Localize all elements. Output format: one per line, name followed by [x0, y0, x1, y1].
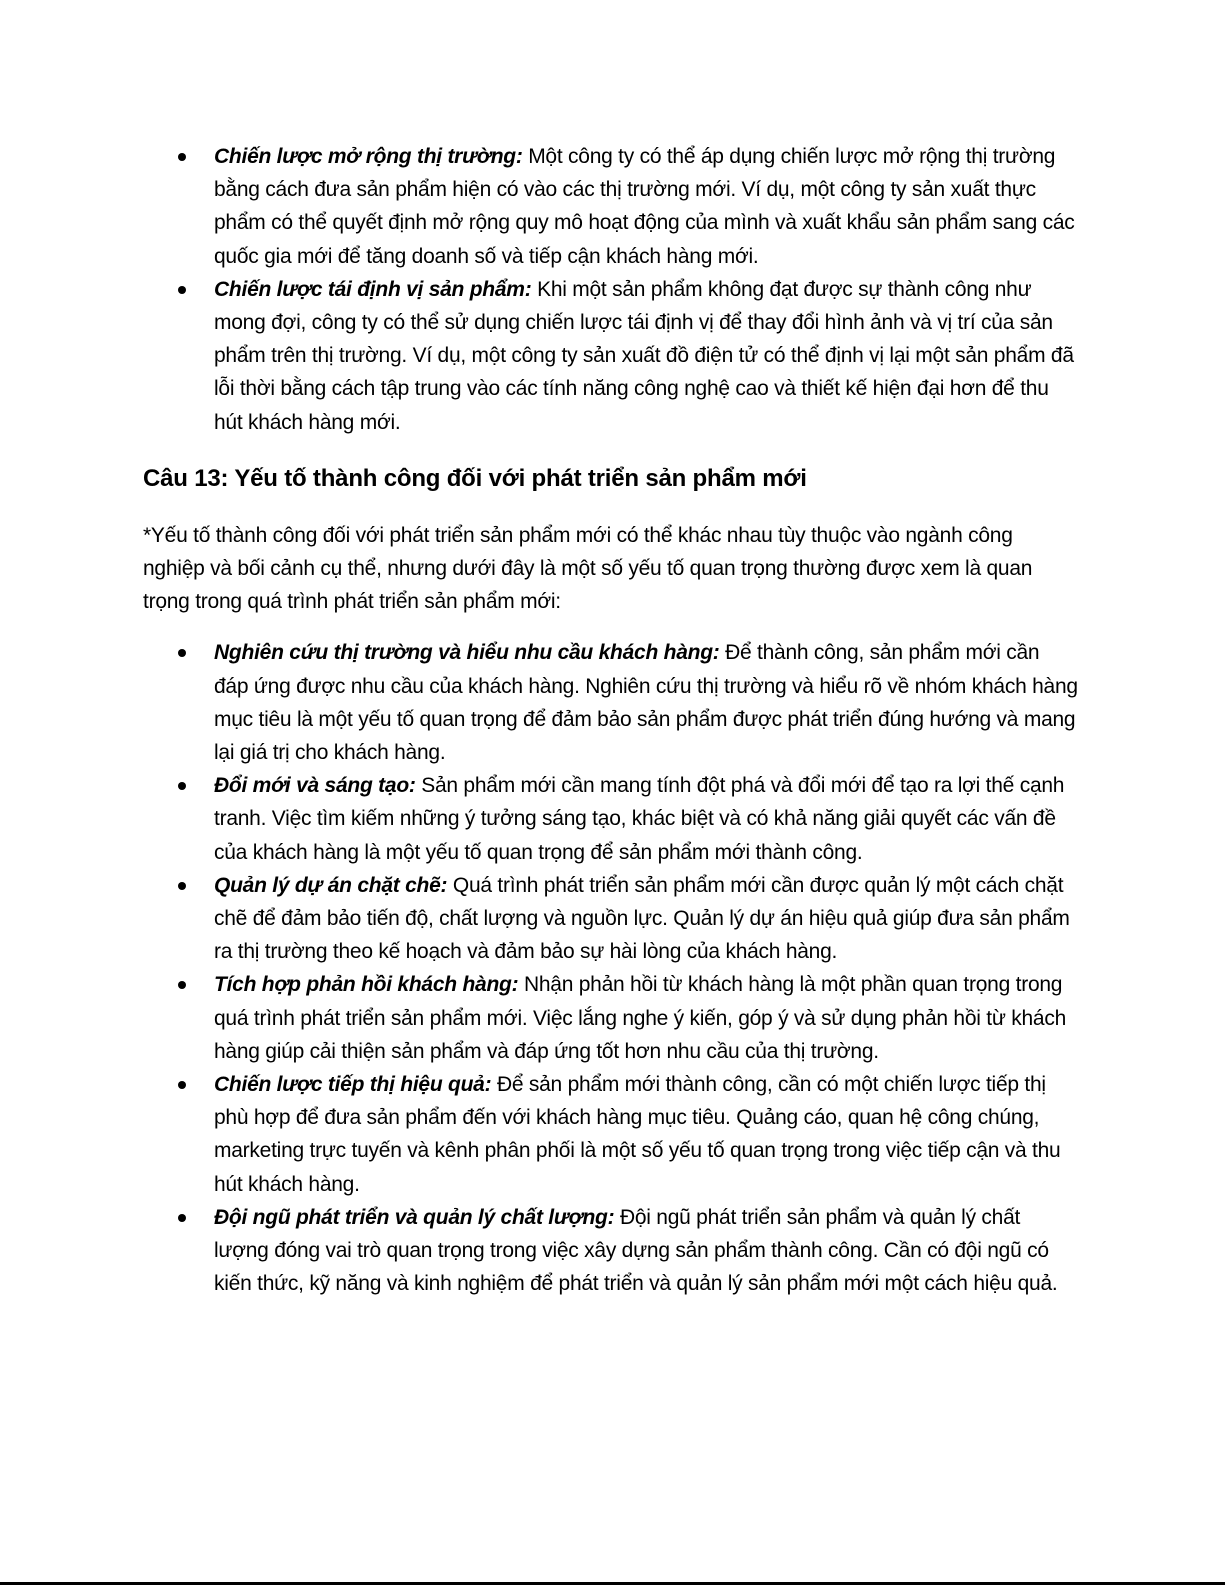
bullet-icon	[178, 882, 186, 890]
item-term: Nghiên cứu thị trường và hiểu nhu cầu khách hàng:	[214, 641, 720, 665]
item-term: Quản lý dự án chặt chẽ:	[214, 873, 448, 897]
item-text: Để sản phẩm mới thành công, cần có một chiến lược tiếp thị phù hợp để đưa sản phẩm đến với khách hàng mục tiêu. Quảng cáo, quan hệ công chúng, marketing trực tuyến và kênh phân phối là một số yếu tố quan trọng trong việc tiếp cận và thu hút khách hàng.	[214, 1073, 1061, 1196]
bullet-icon	[178, 649, 186, 657]
bullet-icon	[178, 286, 186, 294]
bullet-icon	[178, 1214, 186, 1222]
list-item	[143, 636, 1078, 769]
item-text: Khi một sản phẩm không đạt được sự thành công như mong đợi, công ty có thể sử dụng chiến lược tái định vị để thay đổi hình ảnh và vị trí của sản phẩm trên thị trường. Ví dụ, một công ty sản xuất đồ điện tử có thể định vị lại một sản phẩm đã lỗi thời bằng cách tập trung vào các tính năng công nghệ cao và thiết kế hiện đại hơn để thu hút khách hàng mới.	[214, 277, 1074, 434]
intro-paragraph: *Yếu tố thành công đối với phát triển sản phẩm mới có thể khác nhau tùy thuộc vào ngành công nghiệp và bối cảnh cụ thể, nhưng dưới đây là một số yếu tố quan trọng thường được xem là quan trọng trong quá trình phát triển sản phẩm mới:	[143, 523, 1033, 614]
success-factors-list	[143, 636, 1078, 1300]
item-term: Chiến lược tiếp thị hiệu quả:	[214, 1073, 492, 1097]
bullet-icon	[178, 1081, 186, 1089]
list-item	[143, 273, 1078, 439]
list-item	[143, 1068, 1078, 1201]
item-text: Nhận phản hồi từ khách hàng là một phần quan trọng trong quá trình phát triển sản phẩm mới. Việc lắng nghe ý kiến, góp ý và sử dụng phản hồi từ khách hàng giúp cải thiện sản phẩm và đáp ứng tốt hơn nhu cầu của thị trường.	[214, 973, 1067, 1063]
item-term: Chiến lược mở rộng thị trường:	[214, 145, 523, 168]
item-text: Để thành công, sản phẩm mới cần đáp ứng được nhu cầu của khách hàng. Nghiên cứu thị trường và hiểu rõ về nhóm khách hàng mục tiêu là một yếu tố quan trọng để đảm bảo sản phẩm được phát triển đúng hướng và mang lại giá trị cho khách hàng.	[214, 641, 1078, 765]
list-item	[143, 869, 1078, 969]
bullet-icon	[178, 782, 186, 790]
item-term: Chiến lược tái định vị sản phẩm:	[214, 277, 532, 301]
strategy-bullet-list	[143, 140, 1078, 439]
item-text: Quá trình phát triển sản phẩm mới cần được quản lý một cách chặt chẽ để đảm bảo tiến độ, chất lượng và nguồn lực. Quản lý dự án hiệu quả giúp đưa sản phẩm ra thị trường theo kế hoạch và đảm bảo sự hài lòng của khách hàng.	[214, 873, 1070, 964]
item-text: Một công ty có thể áp dụng chiến lược mở rộng thị trường bằng cách đưa sản phẩm hiện có vào các thị trường mới. Ví dụ, một công ty sản xuất thực phẩm có thể quyết định mở rộng quy mô hoạt động của mình và xuất khẩu sản phẩm sang các quốc gia mới để tăng doanh số và tiếp cận khách hàng mới.	[214, 145, 1075, 268]
item-text: Sản phẩm mới cần mang tính đột phá và đổi mới để tạo ra lợi thế cạnh tranh. Việc tìm kiếm những ý tưởng sáng tạo, khác biệt và có khả năng giải quyết các vấn đề của khách hàng là một yếu tố quan trọng để sản phẩm mới thành công.	[214, 774, 1065, 864]
list-item	[143, 140, 1078, 273]
bullet-icon	[178, 153, 186, 161]
list-item	[143, 769, 1078, 869]
item-term: Đổi mới và sáng tạo:	[214, 774, 416, 798]
list-item	[143, 968, 1078, 1068]
item-text: Đội ngũ phát triển sản phẩm và quản lý chất lượng đóng vai trò quan trọng trong việc xây dựng sản phẩm thành công. Cần có đội ngũ có kiến thức, kỹ năng và kinh nghiệm để phát triển và quản lý sản phẩm mới một cách hiệu quả.	[214, 1205, 1058, 1296]
item-term: Đội ngũ phát triển và quản lý chất lượng:	[214, 1205, 615, 1229]
bullet-icon	[178, 981, 186, 989]
list-item	[143, 1201, 1078, 1301]
section-heading: Câu 13: Yếu tố thành công đối với phát triển sản phẩm mới	[143, 464, 807, 492]
item-term: Tích hợp phản hồi khách hàng:	[214, 973, 519, 997]
page-content	[143, 140, 1078, 1301]
